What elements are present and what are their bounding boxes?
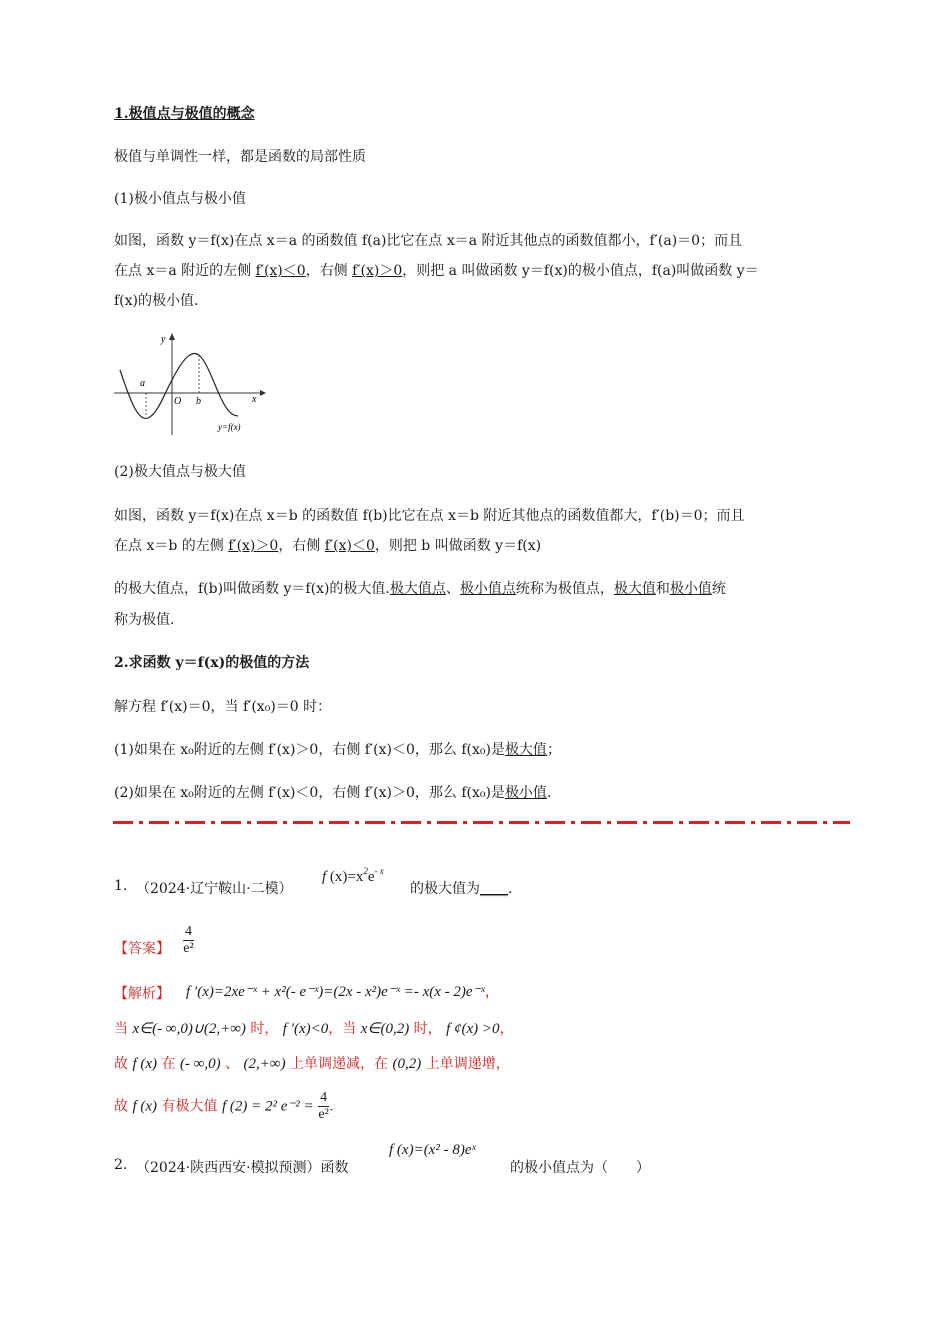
question2-number: 2.: [114, 1157, 128, 1173]
underlined-condition: f′(x)＜0: [255, 263, 306, 279]
numerator: 4: [320, 1090, 328, 1105]
analysis-label: 【解析】: [114, 986, 170, 1002]
underlined-term: 极小值点: [459, 581, 516, 597]
text-segment: ，: [499, 1021, 514, 1037]
section2-line3: [114, 782, 551, 802]
question2-source: （2024·陕西西安·模拟预测）函数: [136, 1160, 349, 1176]
sub1-paragraph-line2: [114, 260, 759, 280]
text-segment: 、: [225, 1056, 240, 1072]
denominator: e²: [183, 941, 194, 956]
formula: f (2) = 2² e⁻² =: [221, 1098, 314, 1115]
question1-tail: [410, 878, 512, 898]
text-segment: 、: [445, 581, 460, 597]
underlined-term: 极大值: [504, 742, 547, 758]
curve: [120, 353, 238, 418]
answer-label: 【答案】: [114, 941, 170, 957]
text-segment: ，则把 a 叫做函数 y＝f(x)的极小值点，f(a)叫做函数 y＝: [402, 263, 759, 279]
text-segment: 在: [161, 1056, 176, 1072]
b-label: b: [196, 396, 201, 407]
text-segment: 和: [655, 581, 670, 597]
question2-tail: 的极小值点为（ ）: [510, 1160, 650, 1176]
formula-superscript: - x: [374, 866, 384, 876]
underlined-condition: f′(x)＞0: [228, 538, 279, 554]
text-segment: (2)如果在 x₀附近的左侧 f′(x)＜0，右侧 f′(x)＞0，那么 f(x₀)是: [114, 785, 505, 801]
formula: (2,+∞): [243, 1056, 286, 1072]
x-axis-arrow: [260, 390, 266, 396]
analysis-line3: [114, 1053, 510, 1073]
question2-formula: f (x)=(x² - 8)eˣ: [389, 1142, 476, 1158]
a-label: a: [140, 378, 145, 389]
question1-formula: [322, 866, 384, 886]
underlined-term: 极大值: [613, 581, 656, 597]
sub1-paragraph-line1: 如图，函数 y＝f(x)在点 x＝a 的函数值 f(a)比它在点 x＝a 附近其他点的函数值都小，f′(a)＝0；而且: [114, 233, 743, 249]
section2-line2: [114, 739, 561, 759]
formula: f ′(x)=2xe⁻ˣ + x²(- e⁻ˣ)=(2x - x²)e⁻ˣ =- x(x - 2)e⁻ˣ: [186, 984, 485, 1000]
numerator: 4: [185, 924, 192, 939]
text-segment: 的极大值点，f(b)叫做函数 y＝f(x)的极大值.: [114, 581, 390, 597]
formula-part: (x): [329, 869, 348, 885]
text-segment: 故: [114, 1056, 128, 1072]
formula: f (x): [132, 1098, 158, 1115]
formula: x∈(- ∞,0)∪(2,+∞): [132, 1021, 246, 1037]
formula-part: e: [367, 869, 375, 885]
text-segment: ，右侧: [278, 538, 325, 554]
answer-fraction: [183, 924, 194, 957]
text-segment: 当: [114, 1021, 128, 1037]
text-segment: 在点 x＝b 的左侧: [114, 538, 229, 554]
text-segment: 统称为极值点，: [515, 581, 614, 597]
question1-source: （2024·辽宁鞍山·二模）: [136, 881, 293, 897]
text-segment: ，: [484, 984, 500, 1000]
analysis-line2: [114, 1018, 514, 1038]
text-segment: 在点 x＝a 附近的左侧: [114, 263, 256, 279]
text-segment: 时，: [413, 1021, 442, 1037]
denominator: e²: [318, 1107, 329, 1122]
underlined-condition: f′(x)＞0: [352, 263, 403, 279]
section1-intro: 极值与单调性一样，都是函数的局部性质: [114, 149, 366, 165]
section1-title: 1.极值点与极值的概念: [114, 106, 255, 122]
sub2-paragraph-line4: 称为极值.: [114, 612, 175, 628]
origin-label: O: [174, 396, 182, 407]
y-label: y: [161, 334, 166, 345]
sub2-paragraph-line1: 如图，函数 y＝f(x)在点 x＝b 的函数值 f(b)比它在点 x＝b 附近其他点的函数值都大，f′(b)＝0；而且: [114, 508, 745, 524]
section-divider: [113, 821, 850, 824]
sub2-paragraph-line3: [114, 578, 726, 598]
question1-number: 1.: [114, 878, 128, 894]
formula: f (x): [132, 1056, 158, 1072]
text-segment: 上单调递减，在: [290, 1056, 389, 1072]
formula-superscript: 2: [363, 866, 368, 876]
underlined-condition: f′(x)＜0: [324, 538, 375, 554]
answer-blank: ____: [480, 881, 508, 897]
underlined-term: 极小值: [669, 581, 712, 597]
sub2-title: (2)极大值点与极大值: [114, 464, 246, 480]
text-segment: 上单调递增，: [425, 1056, 510, 1072]
text-segment: 故: [114, 1098, 128, 1115]
text-segment: 的极大值为: [410, 881, 480, 897]
formula-part: f: [322, 869, 327, 885]
y-axis-arrow: [169, 333, 175, 340]
underlined-term: 极小值: [504, 785, 547, 801]
formula: (0,2): [392, 1056, 422, 1072]
formula: x∈(0,2): [360, 1021, 410, 1037]
formula: f ¢(x) >0: [446, 1021, 500, 1037]
text-segment: ；: [546, 742, 561, 758]
underlined-term: 极大值点: [389, 581, 446, 597]
text-segment: 时，: [250, 1021, 279, 1037]
text-segment: .: [329, 1098, 334, 1115]
formula: f ′(x)<0: [282, 1021, 329, 1037]
text-segment: (1)如果在 x₀附近的左侧 f′(x)＞0，右侧 f′(x)＜0，那么 f(x₀)是: [114, 742, 505, 758]
formula-part: =x: [347, 869, 364, 885]
formula: (- ∞,0): [179, 1056, 221, 1072]
section2-line1: 解方程 f′(x)＝0，当 f′(x₀)＝0 时：: [114, 699, 332, 715]
text-segment: .: [508, 881, 513, 897]
analysis-line1: [186, 980, 500, 1001]
answer-value: [183, 924, 194, 957]
text-segment: 统: [711, 581, 726, 597]
function-graph: [110, 330, 270, 440]
sub1-paragraph-line3: f(x)的极小值.: [114, 293, 199, 309]
sub2-paragraph-line2: [114, 535, 541, 555]
text-segment: 有极大值: [161, 1098, 218, 1115]
text-segment: ，则把 b 叫做函数 y＝f(x): [374, 538, 542, 554]
analysis-line4: [114, 1090, 334, 1123]
sub1-title: (1)极小值点与极小值: [114, 191, 246, 207]
section2-title: 2.求函数 y＝f(x)的极值的方法: [114, 655, 310, 671]
x-label: x: [252, 394, 257, 405]
text-segment: .: [546, 785, 552, 801]
result-fraction: [318, 1090, 329, 1123]
curve-label: y=f(x): [218, 422, 241, 432]
text-segment: ，当: [328, 1021, 357, 1037]
text-segment: ，右侧: [305, 263, 353, 279]
